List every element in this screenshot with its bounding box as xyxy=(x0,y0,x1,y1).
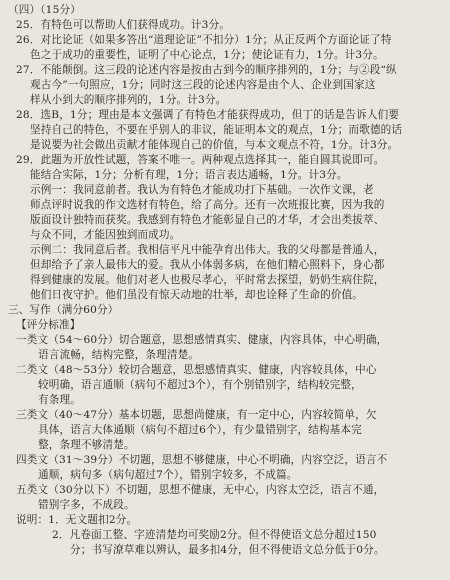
text-line: 通顺，病句多（病句超过7个），错别字较多，不成篇。 xyxy=(38,469,298,481)
text-line: 他们日夜守护。他们虽没有惊天动地的壮举，却也诠释了生命的价值。 xyxy=(30,289,364,301)
text-line: 27．不能颠倒。这三段的论述内容是按由古到今的顺序排列的，1分；与②段“纵 xyxy=(16,64,397,76)
text-line: 师点评时说我的作文选材有特色，给了高分。还有一次班报比赛，因为我的 xyxy=(30,199,385,211)
text-line: 样从小到大的顺序排列的，1分。计3分。 xyxy=(30,94,227,106)
text-line: 示例一：我同意前者。我认为有特色才能成功打下基础。一次作文课，老 xyxy=(30,184,374,196)
text-line: 26．对比论证（如果多答出“道理论证”不扣分）1分；从正反两个方面论证了特 xyxy=(16,34,392,46)
text-line: 坚持自己的特色，不要在乎别人的非议，能证明本文的观点，1分；而歌德的话 xyxy=(30,124,403,136)
text-line: 四类文（31～39分）不切题，思想不够健康，中心不明确，内容空泛，语言不 xyxy=(16,454,388,466)
text-line: 版面设计独特而获奖。我感到有特色才能彰显自己的才华，才会出类拔萃、 xyxy=(30,214,385,226)
text-line: 25．有特色可以帮助人们获得成功。计3分。 xyxy=(16,19,231,31)
text-line: 【评分标准】 xyxy=(16,319,81,331)
text-line: 有条理。 xyxy=(38,394,81,406)
text-line: 三、写作（满分60分） xyxy=(8,304,119,316)
text-line: 色之于成功的重要性，证明了中心论点，1分；使论证有力，1分。计3分。 xyxy=(30,49,384,61)
text-line: 28．选B，1分；理由是本文强调了有特色才能获得成功，但丁的话是告诉人们要 xyxy=(16,109,400,121)
text-line: 观古今”一句照应，1分；同时这三段的论述内容是由个人、企业到国家这 xyxy=(30,79,376,91)
text-line: 得到健康的发展。他们对老人也极尽孝心，平时常去探望，奶奶生病住院， xyxy=(30,274,385,286)
text-line: 整，条理不够清楚。 xyxy=(38,439,135,451)
text-line: 分；书写潦草难以辨认，最多扣4分，但不得使语文总分低于0分。 xyxy=(70,544,385,556)
text-line: 较明确，语言通顺（病句不超过3个），有个别错别字，结构较完整， xyxy=(38,379,362,391)
text-line: 一类文（54～60分）切合题意，思想感情真实、健康，内容具体，中心明确， xyxy=(16,334,388,346)
text-line: 错别字多，不成段。 xyxy=(38,499,135,511)
text-line: 与众不同，才能因独到而成功。 xyxy=(30,229,181,241)
text-line: 三类文（40～47分）基本切题，思想尚健康，有一定中心，内容较简单，欠 xyxy=(16,409,377,421)
text-line: 能结合实际，1分；分析有理，1分；语言表达通畅，1分。计3分。 xyxy=(30,169,348,181)
text-line: 29．此题为开放性试题，答案不唯一。两种观点选择其一，能自圆其说即可。 xyxy=(16,154,385,166)
text-line: 说明：1．无文题扣2分。 xyxy=(16,514,138,526)
text-line: 语言流畅，结构完整，条理清楚。 xyxy=(38,349,200,361)
text-line: 五类文（30分以下）不切题，思想不健康，无中心，内容太空泛，语言不通， xyxy=(16,484,385,496)
text-line: （四）（15分） xyxy=(8,4,81,16)
text-line: 二类文（48～53分）较切合题意，思想感情真实、健康，内容较具体，中心 xyxy=(16,364,377,376)
text-line: 示例二：我同意后者。我相信平凡中能孕育出伟大。我的父母都是普通人， xyxy=(30,244,385,256)
answer-key-text xyxy=(8,3,442,558)
text-line: 是说要为社会做出贡献才能体现自己的价值，与本文观点不符，1分。计3分。 xyxy=(30,139,399,151)
text-line: 但却给予了亲人最伟大的爱。我从小体弱多病，在他们精心照料下，身心都 xyxy=(30,259,385,271)
text-line: 具体，语言大体通顺（病句不超过6个），有少量错别字，结构基本完 xyxy=(38,424,362,436)
text-line: 2．凡卷面工整、字迹清楚均可奖励2分。但不得使语文总分超过150 xyxy=(52,529,377,541)
